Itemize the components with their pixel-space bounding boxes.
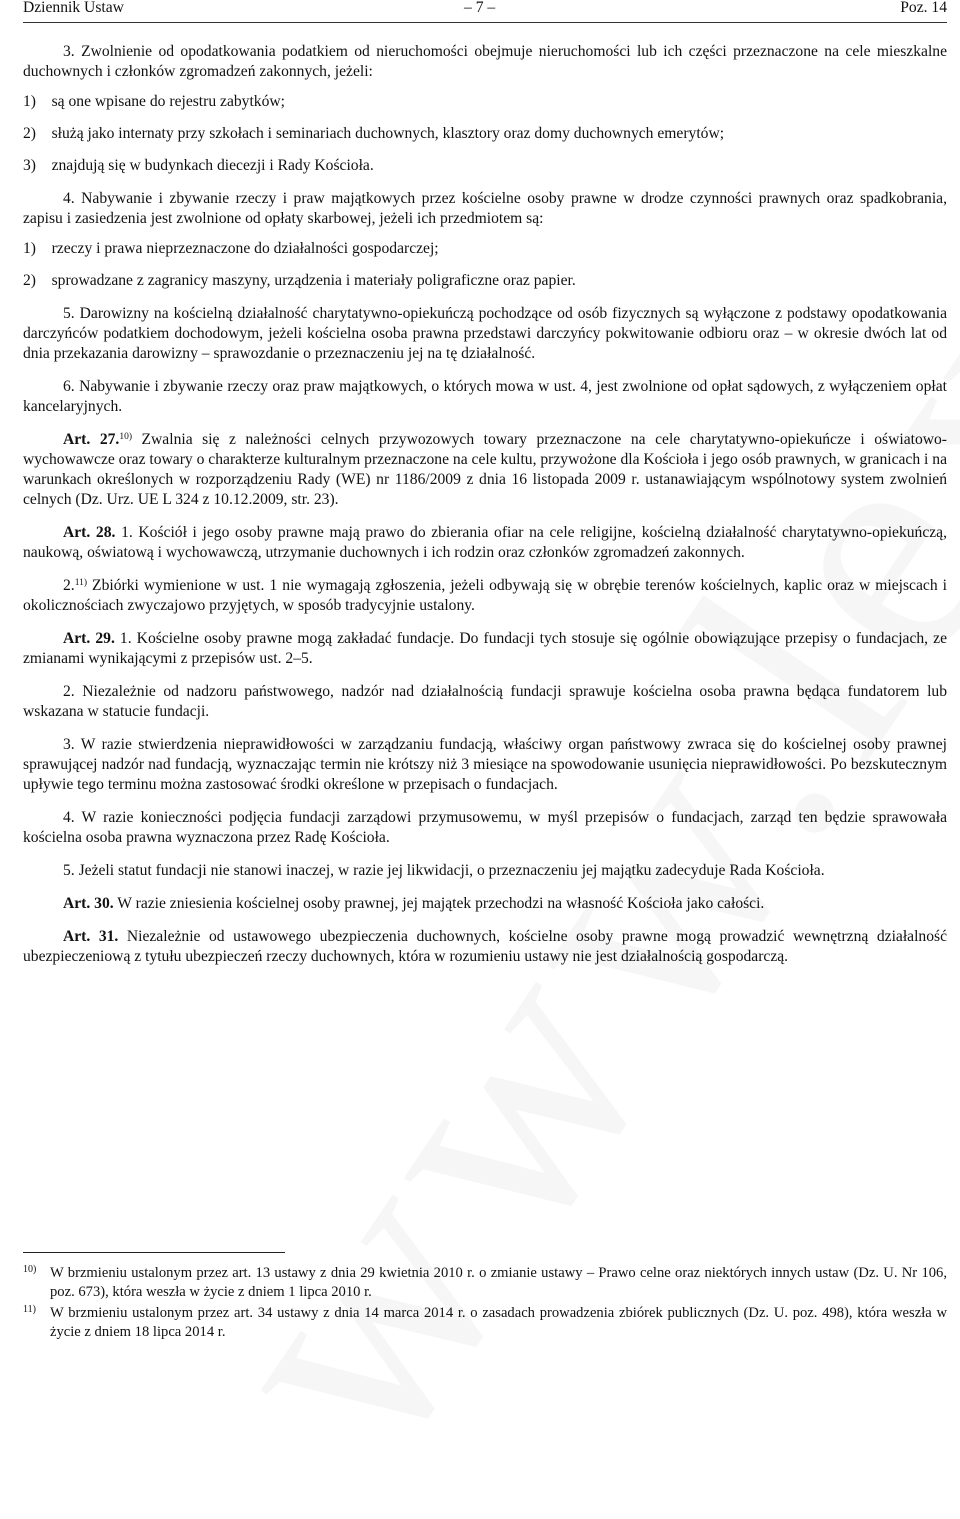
paragraph-5: 5. Darowizny na kościelną działalność charytatywno-opiekuńczą pochodzące od osób fizycznych są wyłączone z podstawy opodatkowania darczyńców podatkiem dochodowym, jeżeli kościelna osoba prawna przedstawi darczyńcy pokwitowanie odbioru oraz – w okresie dwóch lat od dnia przekazania darowizny – sprawozdanie o przeznaczeniu jej na tę działalność. [23,305,947,362]
article-label: Art. 27. [63,431,120,448]
article-30 [23,894,947,914]
position-number: Poz. 14 [900,0,947,16]
list-item: 2) sprowadzane z zagranicy maszyny, urządzenia i materiały poligraficzne oraz papier. [23,272,576,289]
article-text: 1. Kościół i jego osoby prawne mają prawo do zbierania ofiar na cele religijne, kościelną działalność charytatywno-opiekuńczą, naukową, oświatową i wychowawczą, utrzymanie duchownych i ich rodzin oraz członków zgromadzeń zakonnych. [23,524,948,561]
list-item: 1) są one wpisane do rejestru zabytków; [23,93,285,110]
article-label: Art. 29. [63,630,115,647]
paragraph-4: 4. Nabywanie i zbywanie rzeczy i praw majątkowych przez kościelne osoby prawne w drodze czynności prawnych oraz spadkobrania, zapisu i zasiedzenia jest zwolnione od opłaty skarbowej, jeżeli ich przedmiotem są: [23,190,947,227]
article-text: Niezależnie od ustawowego ubezpieczenia duchownych, kościelne osoby prawne mogą prowadzić wewnętrzną działalność ubezpieczeniową z tytułu ubezpieczeń rzeczy duchownych, która w rozumieniu ustawy nie jest działalnością gospodarczą. [23,928,947,965]
section-text: Zbiórki wymienione w ust. 1 nie wymagają zgłoszenia, jeżeli odbywają się w obrębie terenów kościelnych, kaplic oraz w miejscach i okolicznościach zwyczajowo przyjętych, w sposób tradycyjnie ustalony. [23,577,947,614]
article-29-section-2: 2. Niezależnie od nadzoru państwowego, nadzór nad działalnością fundacji sprawuje kościelna osoba prawna będąca fundatorem lub wskazana w statucie fundacji. [23,683,947,720]
footnote-text: W brzmieniu ustalonym przez art. 13 ustawy z dnia 29 kwietnia 2010 r. o zmianie ustawy – Prawo celne oraz niektórych innych ustaw (Dz. U. Nr 106, poz. 673), która weszła w życie z dniem 1 lipca 2010 r. [50,1265,947,1300]
article-29-section-4: 4. W razie konieczności podjęcia fundacji zarządowi przymusowemu, w myśl przepisów o fundacjach, zarząd ten będzie sprawowała kościelna osoba prawna wyznaczona przez Radę Kościoła. [23,809,947,846]
article-label: Art. 31. [63,928,119,945]
article-text: 1. Kościelne osoby prawne mogą zakładać fundacje. Do fundacji tych stosuje się ogólnie obowiązujące przepisy o fundacjach, ze zmianami wynikającymi z przepisów ust. 2–5. [23,630,947,667]
article-29 [23,629,947,669]
footnote-text: W brzmieniu ustalonym przez art. 34 ustawy z dnia 14 marca 2014 r. o zasadach prowadzenia zbiórek publicznych (Dz. U. poz. 498), która weszła w życie z dniem 18 lipca 2014 r. [50,1305,947,1340]
footnote-ref: 10) [119,432,132,442]
article-label: Art. 30. [63,895,114,912]
article-text: W razie zniesienia kościelnej osoby prawnej, jej majątek przechodzi na własność Kościoła jako całości. [113,895,765,912]
page-header [23,0,947,23]
article-label: Art. 28. [63,524,116,541]
page-number: – 7 – [464,0,496,16]
document-body [23,42,947,967]
article-text: Zwalnia się z należności celnych przywozowych towary przeznaczone na cele charytatywno-opiekuńcze i oświatowo-wychowawcze oraz towary o charakterze kulturalnym przeznaczone na cele kultu, przywożone dla Kościoła i jego osób prawnych, w granicach i na warunkach określonych w rozporządzeniu Rady (WE) nr 1186/2009 z dnia 16 listopada 2009 r. ustanawiającym wspólnotowy system zwolnień celnych (Dz. Urz. UE L 324 z 10.12.2009, str. 23). [23,431,947,508]
list-item: 3) znajdują się w budynkach diecezji i Rady Kościoła. [23,157,374,174]
article-27 [23,430,947,510]
paragraph-3: 3. Zwolnienie od opodatkowania podatkiem od nieruchomości obejmuje nieruchomości lub ich części przeznaczone na cele mieszkalne duchownych i członków zgromadzeń zakonnych, jeżeli: [23,43,947,80]
journal-title: Dziennik Ustaw [23,0,124,16]
footnote-separator [23,1252,285,1253]
footnote [23,1304,947,1342]
article-28-section-2 [23,576,947,616]
article-31 [23,927,947,967]
list-item: 2) służą jako internaty przy szkołach i seminariach duchownych, klasztory oraz domy duchownych emerytów; [23,125,725,142]
article-28 [23,523,947,563]
footnote-ref: 11) [74,578,88,588]
footnote-number: 10) [23,1264,37,1275]
article-29-section-5: 5. Jeżeli statut fundacji nie stanowi inaczej, w razie jej likwidacji, o przeznaczeniu jej majątku zadecyduje Rada Kościoła. [63,862,825,879]
footnote [23,1264,947,1302]
footnote-number: 11) [23,1304,36,1315]
paragraph-6: 6. Nabywanie i zbywanie rzeczy oraz praw majątkowych, o których mowa w ust. 4, jest zwolnione od opłat sądowych, z wyłączeniem opłat kancelaryjnych. [23,378,947,415]
section-number: 2. [63,577,75,594]
list-item: 1) rzeczy i prawa nieprzeznaczone do działalności gospodarczej; [23,240,439,257]
article-29-section-3: 3. W razie stwierdzenia nieprawidłowości w zarządzaniu fundacją, właściwy organ państwowy zwraca się do kościelnej osoby prawnej sprawującej nadzór nad fundacją, wyznaczając termin nie krótszy niż 3 miesiące na spowodowanie usunięcia nieprawidłowości. Po bezskutecznym upływie tego terminu można zastosować środki określone w przepisach o fundacjach. [23,736,947,793]
